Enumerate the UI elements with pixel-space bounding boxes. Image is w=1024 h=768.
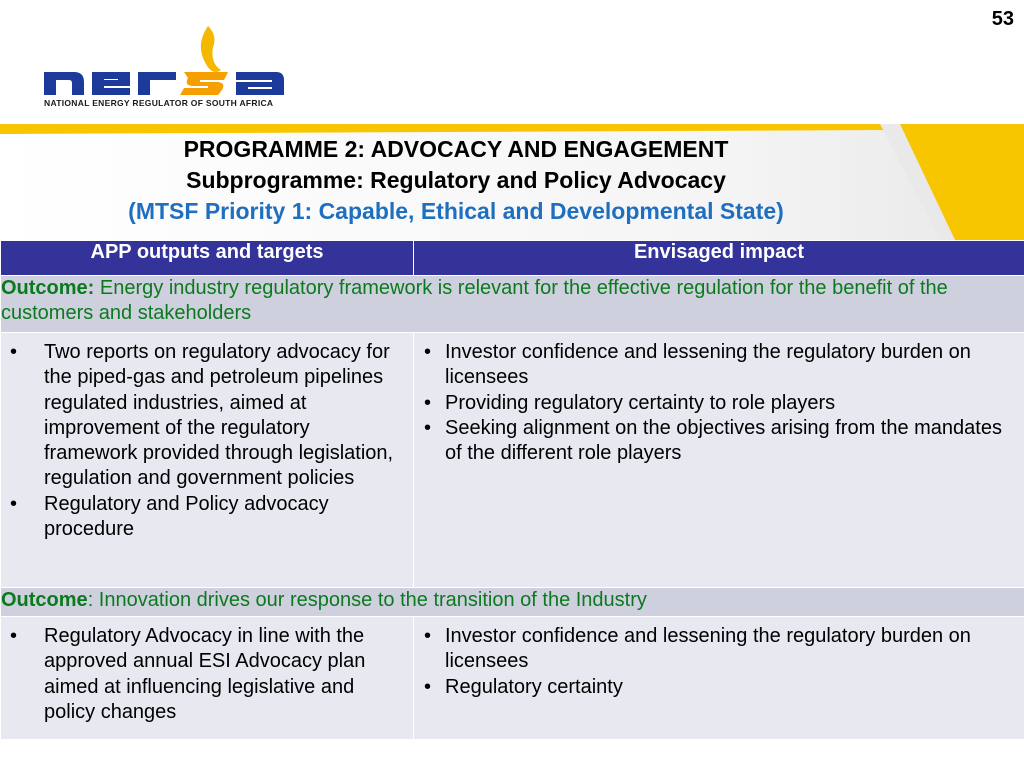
table-row	[1, 333, 1024, 588]
table-row	[1, 617, 1024, 740]
title-block	[0, 134, 912, 227]
outcome-cell	[1, 588, 1024, 617]
impacts-list	[414, 617, 1024, 700]
outputs-cell	[1, 333, 414, 588]
column-header-impact: Envisaged impact	[414, 241, 1024, 276]
flame-icon	[201, 26, 221, 72]
list-item: • Investor confidence and lessening the regulatory burden on licensees	[424, 625, 971, 673]
list-item: • Regulatory certainty	[424, 675, 623, 698]
outcome-label: Outcome	[1, 589, 88, 611]
mtsf-priority: (MTSF Priority 1: Capable, Ethical and Developmental State)	[128, 198, 784, 224]
page-number: 53	[991, 8, 1014, 30]
outputs-cell	[1, 617, 414, 740]
list-item: • Seeking alignment on the objectives arising from the mandates of the different role players	[424, 416, 1002, 465]
outcome-row	[1, 588, 1024, 617]
list-item: • Regulatory Advocacy in line with the approved annual ESI Advocacy plan aimed at influencing legislative and policy changes	[10, 625, 366, 723]
list-item: • Providing regulatory certainty to role players	[424, 391, 836, 414]
outputs-impact-table	[0, 240, 1024, 740]
outcome-cell	[1, 276, 1024, 333]
outcome-text: : Innovation drives our response to the transition of the Industry	[87, 589, 647, 611]
list-item: • Investor confidence and lessening the regulatory burden on licensees	[424, 341, 971, 389]
impacts-cell	[414, 333, 1024, 588]
subprogramme-title: Subprogramme: Regulatory and Policy Advocacy	[186, 167, 726, 193]
impacts-cell	[414, 617, 1024, 740]
logo-tagline: NATIONAL ENERGY REGULATOR OF SOUTH AFRICA	[44, 98, 274, 108]
outcome-row	[1, 276, 1024, 333]
table-header-row	[1, 241, 1024, 276]
outcome-text: Energy industry regulatory framework is relevant for the effective regulation for the benefit of the customers and stakeholders	[1, 277, 948, 324]
outputs-list	[1, 333, 413, 542]
impacts-list	[414, 333, 1024, 466]
programme-title: PROGRAMME 2: ADVOCACY AND ENGAGEMENT	[183, 136, 729, 162]
outcome-label: Outcome:	[1, 277, 95, 299]
outputs-list	[1, 617, 413, 725]
list-item: • Regulatory and Policy advocacy procedure	[10, 492, 329, 541]
column-header-outputs: APP outputs and targets	[1, 241, 414, 276]
list-item: • Two reports on regulatory advocacy for the piped-gas and petroleum pipelines regulated industries, aimed at improvement of the regulatory framework provided through legislation, regulation and government policies	[10, 341, 394, 490]
